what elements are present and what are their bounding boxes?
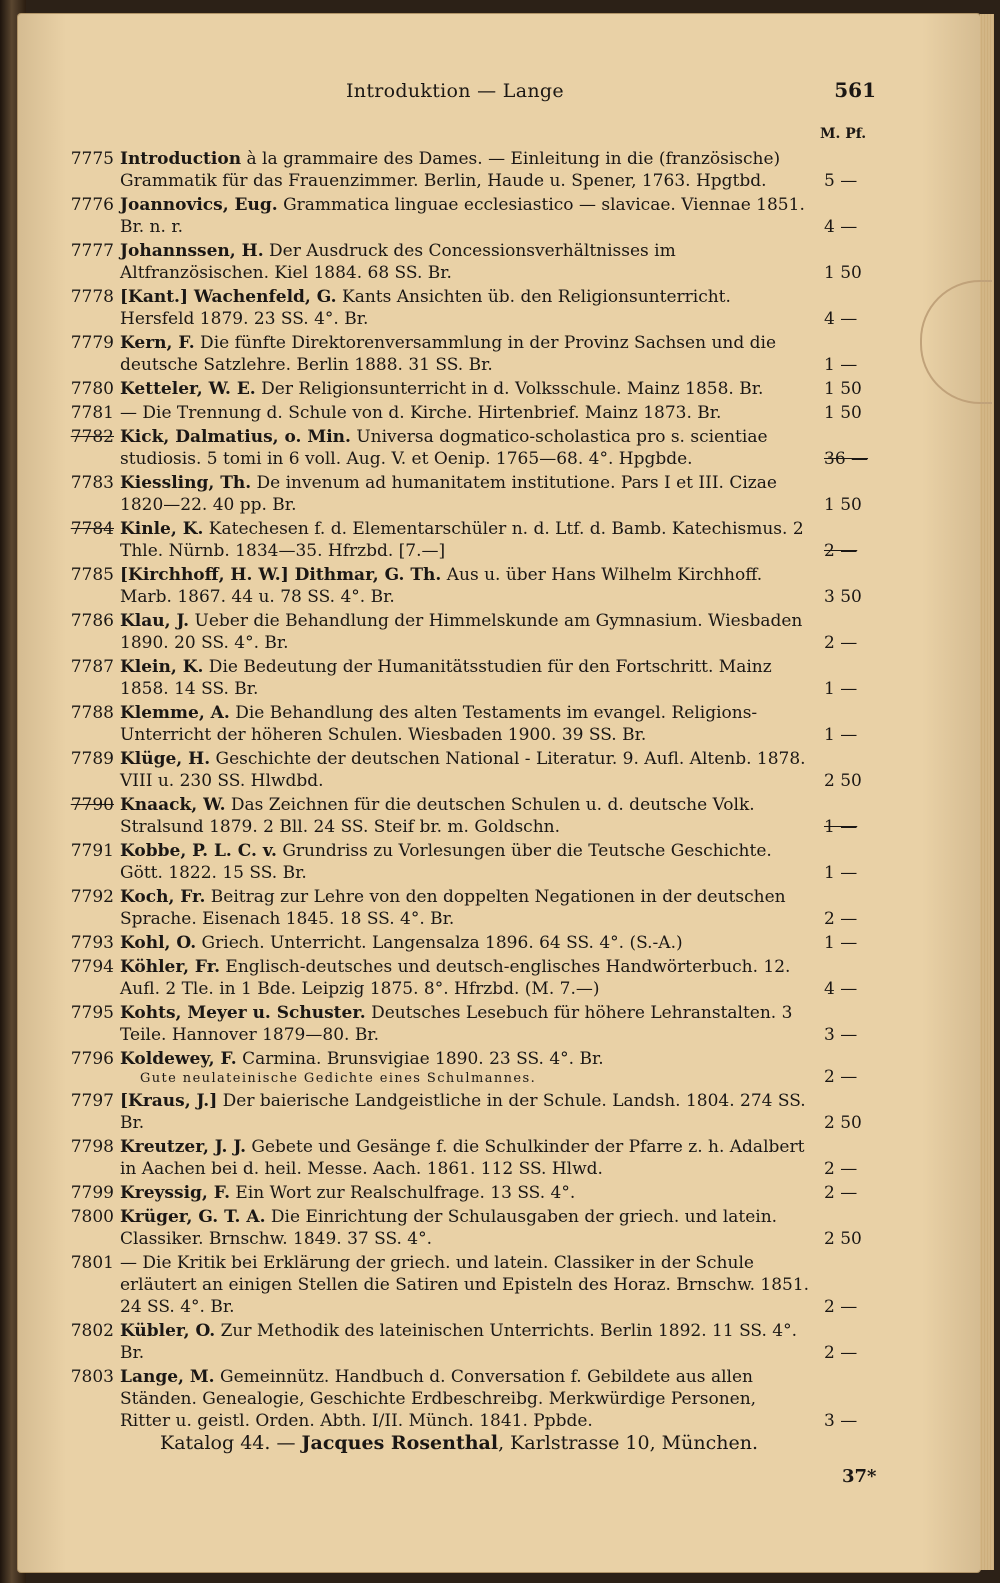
page-number: 561	[834, 78, 876, 102]
entry-author: Kreutzer, J. J.	[120, 1137, 246, 1157]
entry-number: 7795	[70, 1003, 114, 1023]
entry-text	[120, 148, 810, 192]
running-title: Introduktion — Lange	[346, 80, 564, 102]
entry-author: [Kant.] Wachenfeld, G.	[120, 287, 337, 307]
entry-text	[120, 1002, 810, 1046]
entry-number: 7798	[70, 1137, 114, 1157]
entry-price: 1 —	[824, 679, 858, 699]
catalog-entry	[50, 286, 880, 330]
entry-price: 1 50	[824, 263, 862, 283]
entry-number: 7780	[70, 379, 114, 399]
catalog-entry	[50, 1320, 880, 1364]
entry-author: Kiessling, Th.	[120, 473, 252, 493]
entry-author: Kick, Dalmatius, o. Min.	[120, 427, 351, 447]
entry-price: 2 —	[824, 633, 858, 653]
entry-price: 36 —	[824, 449, 869, 469]
entry-text	[120, 1090, 810, 1134]
catalog-entry	[50, 1136, 880, 1180]
entry-text	[120, 1182, 810, 1204]
entry-description: Grundriss zu Vorlesungen über die Teutsche Geschichte. Gött. 1822. 15 SS. Br.	[120, 841, 772, 883]
entry-author: Koch, Fr.	[120, 887, 206, 907]
entry-price: 2 —	[824, 1159, 858, 1179]
entry-author: Klein, K.	[120, 657, 204, 677]
entry-number: 7793	[70, 933, 114, 953]
entry-price: 2 —	[824, 1343, 858, 1363]
catalog-entry	[50, 886, 880, 930]
entry-price: 1 —	[824, 933, 858, 953]
entry-description: Kants Ansichten üb. den Religionsunterricht. Hersfeld 1879. 23 SS. 4°. Br.	[120, 287, 731, 329]
entry-author: Johannssen, H.	[120, 241, 264, 261]
entry-author: Joannovics, Eug.	[120, 195, 278, 215]
entry-number: 7788	[70, 703, 114, 723]
page-header	[120, 80, 876, 110]
entry-price: 1 —	[824, 355, 858, 375]
entry-text	[120, 240, 810, 284]
entry-description: Englisch-deutsches und deutsch-englisches Handwörterbuch. 12. Aufl. 2 Tle. in 1 Bde. Leipzig 1875. 8°. Hfrzbd. (M. 7.—)	[120, 957, 791, 999]
entry-description: Gemeinnütz. Handbuch d. Conversation f. Gebildete aus allen Ständen. Genealogie, Geschichte Erdbeschreibg. Merkwürdige Personen, Ritter u. geistl. Orden. Abth. I/II. Münch. 1841. Ppbde.	[120, 1367, 757, 1431]
footer-catalog: Katalog 44.	[160, 1432, 271, 1454]
entry-number: 7796	[70, 1049, 114, 1069]
entry-price: 4 —	[824, 217, 858, 237]
entry-description: à la grammaire des Dames. — Einleitung in die (französische) Grammatik für das Frauenzimmer. Berlin, Haude u. Spener, 1763. Hpgtbd.	[120, 149, 781, 191]
entry-author: Lange, M.	[120, 1367, 215, 1387]
entry-price: 2 —	[824, 1183, 858, 1203]
catalog-entry-sold	[50, 794, 880, 838]
entry-description: Die fünfte Direktorenversammlung in der Provinz Sachsen und die deutsche Satzlehre. Berlin 1888. 31 SS. Br.	[120, 333, 777, 375]
entry-author: [Kirchhoff, H. W.] Dithmar, G. Th.	[120, 565, 442, 585]
entry-author: Kreyssig, F.	[120, 1183, 231, 1203]
entry-number: 7802	[70, 1321, 114, 1341]
entry-number: 7784	[70, 519, 114, 539]
entry-author: Kinle, K.	[120, 519, 204, 539]
entry-description: Universa dogmatico-scholastica pro s. scientiae studiosis. 5 tomi in 6 voll. Aug. V. et Oenip. 1765—68. 4°. Hpgbde.	[120, 427, 768, 469]
entry-text	[120, 564, 810, 608]
catalog-footer	[160, 1432, 758, 1454]
entry-description: Zur Methodik des lateinischen Unterrichts. Berlin 1892. 11 SS. 4°. Br.	[120, 1321, 798, 1363]
entry-number: 7800	[70, 1207, 114, 1227]
catalog-entry	[50, 1366, 880, 1432]
entry-description: Die Behandlung des alten Testaments im evangel. Religions-Unterricht der höheren Schulen. Wiesbaden 1900. 39 SS. Br.	[120, 703, 758, 745]
entry-text	[120, 656, 810, 700]
footer-firm: Jacques Rosenthal	[301, 1432, 499, 1454]
entry-price: 5 —	[824, 171, 858, 191]
entry-number: 7792	[70, 887, 114, 907]
entry-number: 7803	[70, 1367, 114, 1387]
catalog-entry-sold	[50, 426, 880, 470]
entry-description: Das Zeichnen für die deutschen Schulen u. d. deutsche Volk. Stralsund 1879. 2 Bll. 24 SS. Steif br. m. Goldschn.	[120, 795, 755, 837]
entry-description: Der Religionsunterricht in d. Volksschule. Mainz 1858. Br.	[255, 379, 764, 399]
entry-text	[120, 610, 810, 654]
entry-price: 1 50	[824, 379, 862, 399]
entry-number: 7783	[70, 473, 114, 493]
entry-description: Geschichte der deutschen National - Literatur. 9. Aufl. Altenb. 1878. VIII u. 230 SS. Hlwdbd.	[120, 749, 806, 791]
entry-text	[120, 1320, 810, 1364]
entry-price: 2 50	[824, 1229, 862, 1249]
entry-description: De invenum ad humanitatem institutione. Pars I et III. Cizae 1820—22. 40 pp. Br.	[120, 473, 777, 515]
currency-label: M. Pf.	[820, 126, 867, 142]
entry-number: 7782	[70, 427, 114, 447]
entry-text	[120, 332, 810, 376]
entry-price: 2 —	[824, 909, 858, 929]
entry-author: Koldewey, F.	[120, 1049, 237, 1069]
entry-description: Die Einrichtung der Schulausgaben der griech. und latein. Classiker. Brnschw. 1849. 37 SS. 4°.	[120, 1207, 778, 1249]
entry-price: 3 50	[824, 587, 862, 607]
entry-description: Der baierische Landgeistliche in der Schule. Landsh. 1804. 274 SS. Br.	[120, 1091, 806, 1133]
catalog-entry	[50, 610, 880, 654]
entry-text	[120, 286, 810, 330]
entry-description: Ein Wort zur Realschulfrage. 13 SS. 4°.	[230, 1183, 576, 1203]
entry-author: Klüge, H.	[120, 749, 211, 769]
catalog-entry	[50, 472, 880, 516]
entry-description: — Die Kritik bei Erklärung der griech. und latein. Classiker in der Schule erläutert an einigen Stellen die Satiren und Episteln des Horaz. Brnschw. 1851. 24 SS. 4°. Br.	[120, 1253, 810, 1317]
entry-author: Köhler, Fr.	[120, 957, 221, 977]
catalog-entry	[50, 1206, 880, 1250]
entry-note: Gute neulateinische Gedichte eines Schulmannes.	[140, 1071, 537, 1086]
entry-text	[120, 886, 810, 930]
entry-author: Kobbe, P. L. C. v.	[120, 841, 277, 861]
entry-price: 1 50	[824, 403, 862, 423]
entry-number: 7777	[70, 241, 114, 261]
entry-number: 7801	[70, 1253, 114, 1273]
entry-description: Deutsches Lesebuch für höhere Lehranstalten. 3 Teile. Hannover 1879—80. Br.	[120, 1003, 793, 1045]
catalog-entry	[50, 194, 880, 238]
catalog-entry	[50, 402, 880, 424]
entry-number: 7781	[70, 403, 114, 423]
entry-description: Ueber die Behandlung der Himmelskunde am Gymnasium. Wiesbaden 1890. 20 SS. 4°. Br.	[120, 611, 803, 653]
signature-mark: 37*	[842, 1466, 877, 1487]
entry-description: — Die Trennung d. Schule von d. Kirche. Hirtenbrief. Mainz 1873. Br.	[120, 403, 722, 423]
entry-text	[120, 472, 810, 516]
entry-author: Klemme, A.	[120, 703, 230, 723]
entry-number: 7778	[70, 287, 114, 307]
entry-price: 2 —	[824, 541, 858, 561]
entry-text	[120, 1048, 810, 1070]
entry-number: 7797	[70, 1091, 114, 1111]
entry-number: 7799	[70, 1183, 114, 1203]
catalog-entry	[50, 1090, 880, 1134]
entry-author: Kübler, O.	[120, 1321, 216, 1341]
entry-description: Beitrag zur Lehre von den doppelten Negationen in der deutschen Sprache. Eisenach 1845. 18 SS. 4°. Br.	[120, 887, 786, 929]
entry-price: 1 50	[824, 495, 862, 515]
entry-text	[120, 748, 810, 792]
catalog-entry	[50, 748, 880, 792]
entry-number: 7794	[70, 957, 114, 977]
entry-author: [Kraus, J.]	[120, 1091, 218, 1111]
entry-description: Grammatica linguae ecclesiastico — slavicae. Viennae 1851. Br. n. r.	[120, 195, 805, 237]
entry-text	[120, 518, 810, 562]
entry-price: 4 —	[824, 979, 858, 999]
entry-number: 7779	[70, 333, 114, 353]
catalog-entry	[50, 1252, 880, 1318]
entry-price: 2 —	[824, 1067, 858, 1087]
entry-number: 7787	[70, 657, 114, 677]
entry-number: 7790	[70, 795, 114, 815]
entry-price: 1 —	[824, 863, 858, 883]
entry-description: Katechesen f. d. Elementarschüler n. d. Ltf. d. Bamb. Katechismus. 2 Thle. Nürnb. 1834—35. Hfrzbd. [7.—]	[120, 519, 804, 561]
footer-address: , Karlstrasse 10, München.	[498, 1432, 759, 1454]
catalog-entry-sold	[50, 518, 880, 562]
entry-author: Knaack, W.	[120, 795, 226, 815]
catalog-entry	[50, 378, 880, 400]
footer-dash: —	[270, 1432, 302, 1454]
catalog-entry	[50, 564, 880, 608]
entry-text	[120, 1206, 810, 1250]
catalog-entry	[50, 332, 880, 376]
entry-price: 2 50	[824, 1113, 862, 1133]
entry-text	[120, 1366, 810, 1432]
entry-price: 2 —	[824, 1297, 858, 1317]
entry-author: Kohts, Meyer u. Schuster.	[120, 1003, 366, 1023]
catalog-entry	[50, 1048, 880, 1088]
entry-text	[120, 1136, 810, 1180]
entry-text	[120, 426, 810, 470]
entry-number: 7786	[70, 611, 114, 631]
catalog-entry	[50, 702, 880, 746]
entry-text	[120, 932, 810, 954]
entry-price: 3 —	[824, 1411, 858, 1431]
entry-number: 7791	[70, 841, 114, 861]
page-edge	[980, 14, 994, 1570]
entry-description: Die Bedeutung der Humanitätsstudien für den Fortschritt. Mainz 1858. 14 SS. Br.	[120, 657, 772, 699]
catalog-entries	[50, 148, 880, 1434]
entry-number: 7775	[70, 149, 114, 169]
entry-number: 7776	[70, 195, 114, 215]
entry-author: Kohl, O.	[120, 933, 197, 953]
entry-author: Introduction	[120, 149, 242, 169]
entry-text	[120, 402, 810, 424]
catalog-entry	[50, 1002, 880, 1046]
entry-author: Klau, J.	[120, 611, 190, 631]
entry-text	[120, 1252, 810, 1318]
entry-price: 1 —	[824, 725, 858, 745]
catalog-entry	[50, 932, 880, 954]
entry-text	[120, 702, 810, 746]
entry-author: Krüger, G. T. A.	[120, 1207, 266, 1227]
entry-author: Ketteler, W. E.	[120, 379, 256, 399]
catalog-entry	[50, 656, 880, 700]
entry-description: Carmina. Brunsvigiae 1890. 23 SS. 4°. Br.	[236, 1049, 604, 1069]
catalog-entry	[50, 240, 880, 284]
catalog-entry	[50, 956, 880, 1000]
catalog-entry	[50, 840, 880, 884]
entry-price: 2 50	[824, 771, 862, 791]
entry-number: 7789	[70, 749, 114, 769]
entry-text	[120, 956, 810, 1000]
entry-number: 7785	[70, 565, 114, 585]
entry-description: Aus u. über Hans Wilhelm Kirchhoff. Marb. 1867. 44 u. 78 SS. 4°. Br.	[120, 565, 763, 607]
entry-description: Gebete und Gesänge f. die Schulkinder der Pfarre z. h. Adalbert in Aachen bei d. heil. Messe. Aach. 1861. 112 SS. Hlwd.	[120, 1137, 805, 1179]
catalog-entry	[50, 148, 880, 192]
entry-price: 4 —	[824, 309, 858, 329]
entry-text	[120, 840, 810, 884]
entry-text	[120, 378, 810, 400]
entry-price: 3 —	[824, 1025, 858, 1045]
entry-text	[120, 194, 810, 238]
entry-description: Griech. Unterricht. Langensalza 1896. 64 SS. 4°. (S.-A.)	[196, 933, 683, 953]
catalog-entry	[50, 1182, 880, 1204]
entry-text	[120, 794, 810, 838]
entry-price: 1 —	[824, 817, 858, 837]
entry-description: Der Ausdruck des Concessionsverhältnisses im Altfranzösischen. Kiel 1884. 68 SS. Br.	[120, 241, 676, 283]
entry-author: Kern, F.	[120, 333, 195, 353]
